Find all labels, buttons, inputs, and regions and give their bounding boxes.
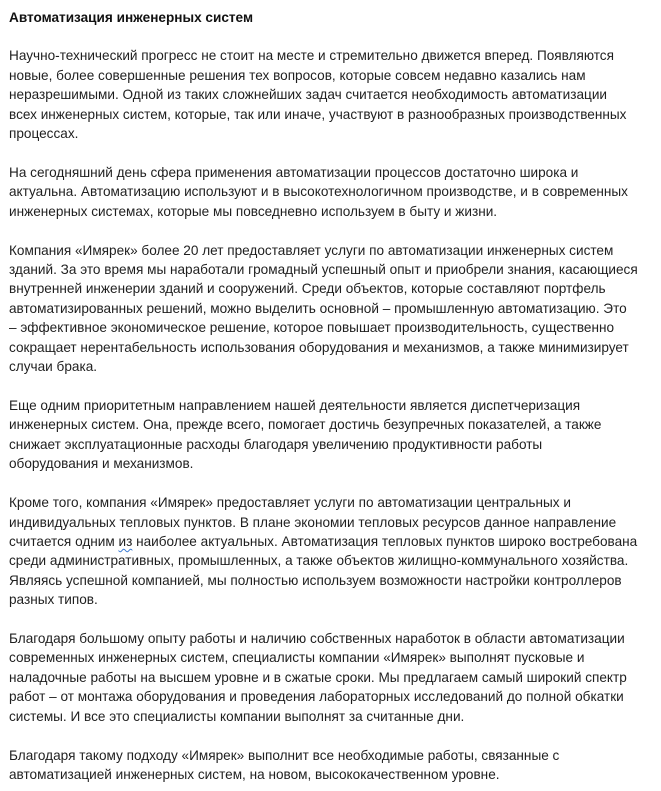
- paragraph-4: Еще одним приоритетным направлением нашей деятельности является диспетчеризация инженерных систем. Она, прежде всего, помогает достичь безупречных показателей, а также снижает эксплуатационные расходы благодаря увеличению продуктивности работы оборудования и механизмов.: [9, 398, 602, 472]
- paragraph-5-part-1: Кроме того, компания «Имярек» предоставляет услуги по автоматизации центральных и индивидуальных тепловых пунктов. В плане экономии тепловых ресурсов данное направление считается одним: [9, 495, 617, 549]
- paragraph-6: Благодаря большому опыту работы и наличию собственных наработок в области автоматизации современных инженерных систем, специалисты компании «Имярек» выполнят пусковые и наладочные работы на высшем уровне и в сжатые сроки. Мы предлагаем самый широкий спектр работ – от монтажа оборудования и проведения лабораторных исследований до полной обкатки системы. И все это специалисты компании выполнят за считанные дни.: [9, 631, 627, 724]
- paragraph-1: Научно-технический прогресс не стоит на месте и стремительно движется вперед. Появляются новые, более совершенные решения тех вопросов, которые совсем недавно казались нам неразрешимыми. Одной из таких сложнейших задач считается необходимость автоматизации всех инженерных систем, которые, так или иначе, участвуют в разнообразных производственных процессах.: [9, 48, 627, 142]
- spellcheck-marked-word[interactable]: из: [118, 533, 133, 549]
- paragraph-5: [9, 493, 649, 609]
- document: [9, 8, 649, 784]
- paragraph-3: Компания «Имярек» более 20 лет предоставляет услуги по автоматизации инженерных систем зданий. За это время мы наработали громадный успешный опыт и приобрели знания, касающиеся внутренней инженерии зданий и сооружений. Среди объектов, которые составляют портфель автоматизированных решений, можно выделить основной – промышленную автоматизацию. Это – эффективное экономическое решение, которое повышает производительность, существенно сокращает нерентабельность использования оборудования и механизмов, а также минимизирует случаи брака.: [9, 242, 638, 375]
- paragraph-7: Благодаря такому подходу «Имярек» выполнит все необходимые работы, связанные с автоматизацией инженерных систем, на новом, высококачественном уровне.: [9, 747, 560, 782]
- paragraph-2: На сегодняшний день сфера применения автоматизации процессов достаточно широка и актуальна. Автоматизацию используют и в высокотехнологичном производстве, и в современных инженерных системах, которые мы повседневно используем в быту и жизни.: [9, 164, 628, 219]
- paragraph-5-part-2: наиболее актуальных. Автоматизация тепловых пунктов широко востребована среди административных, промышленных, а также объектов жилищно-коммунального хозяйства. Являясь успешной компанией, мы полностью используем возможности настройки контроллеров разных типов.: [9, 533, 638, 608]
- document-title: Автоматизация инженерных систем: [9, 10, 253, 25]
